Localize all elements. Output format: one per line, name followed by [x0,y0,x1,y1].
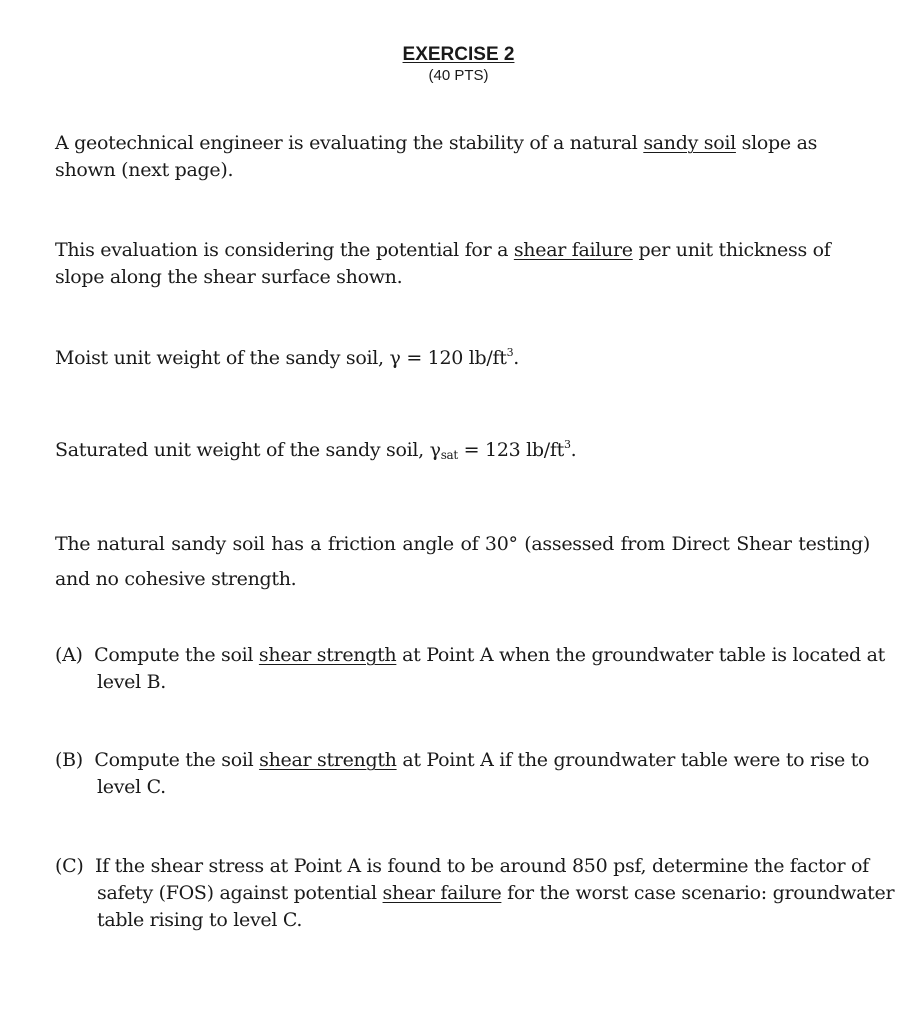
question-b [55,747,912,801]
question-b-label: (B) [55,749,83,771]
saturated-weight-text: Saturated unit weight of the sandy soil, γ [55,439,441,461]
question-b-underlined-term: shear strength [259,749,397,771]
question-c-label: (C) [55,855,84,877]
question-c-text: If the shear stress at Point A is found to be around 850 psf, determine the factor of safety (FOS) against potential [94,855,869,904]
saturated-weight-period: . [570,439,577,461]
question-c-underlined-term: shear failure [382,882,502,904]
question-b-text-end: at Point A if the groundwater table were to rise to level C. [97,749,870,798]
evaluation-text-end: per unit thickness of slope along the shear surface shown. [55,239,831,288]
exercise-title: EXERCISE 2 [402,44,515,65]
intro-text: A geotechnical engineer is evaluating the stability of a natural [55,132,644,154]
question-c-text-end: for the worst case scenario: groundwater table rising to level C. [97,882,895,931]
friction-paragraph: The natural sandy soil has a friction angle of 30° (assessed from Direct Shear testing) and no cohesive strength. [55,533,870,590]
moist-weight-period: . [513,347,520,369]
moist-weight-exponent: 3 [506,346,514,359]
question-a-label: (A) [55,644,83,666]
question-a-underlined-term: shear strength [258,644,397,666]
evaluation-text: This evaluation is considering the potential for a [55,239,514,261]
evaluation-underlined-term: shear failure [513,239,633,261]
saturated-weight-exponent: 3 [563,438,571,451]
moist-weight-text: Moist unit weight of the sandy soil, γ = 120 lb/ft [55,347,507,369]
intro-paragraph [55,130,870,184]
saturated-weight-subscript: sat [440,448,458,462]
exercise-points: (40 PTS) [428,67,489,84]
question-a-text-end: at Point A when the groundwater table is located at level B. [97,644,885,693]
intro-text-end: slope as shown (next page). [55,132,818,181]
evaluation-paragraph [55,237,870,291]
saturated-weight-line [55,437,870,464]
saturated-weight-value: = 123 lb/ft [457,439,564,461]
question-b-text: Compute the soil [94,749,260,771]
question-c [55,853,912,934]
moist-weight-line [55,345,870,372]
question-a [55,642,912,696]
question-a-text: Compute the soil [94,644,259,666]
intro-underlined-term: sandy soil [643,132,736,154]
